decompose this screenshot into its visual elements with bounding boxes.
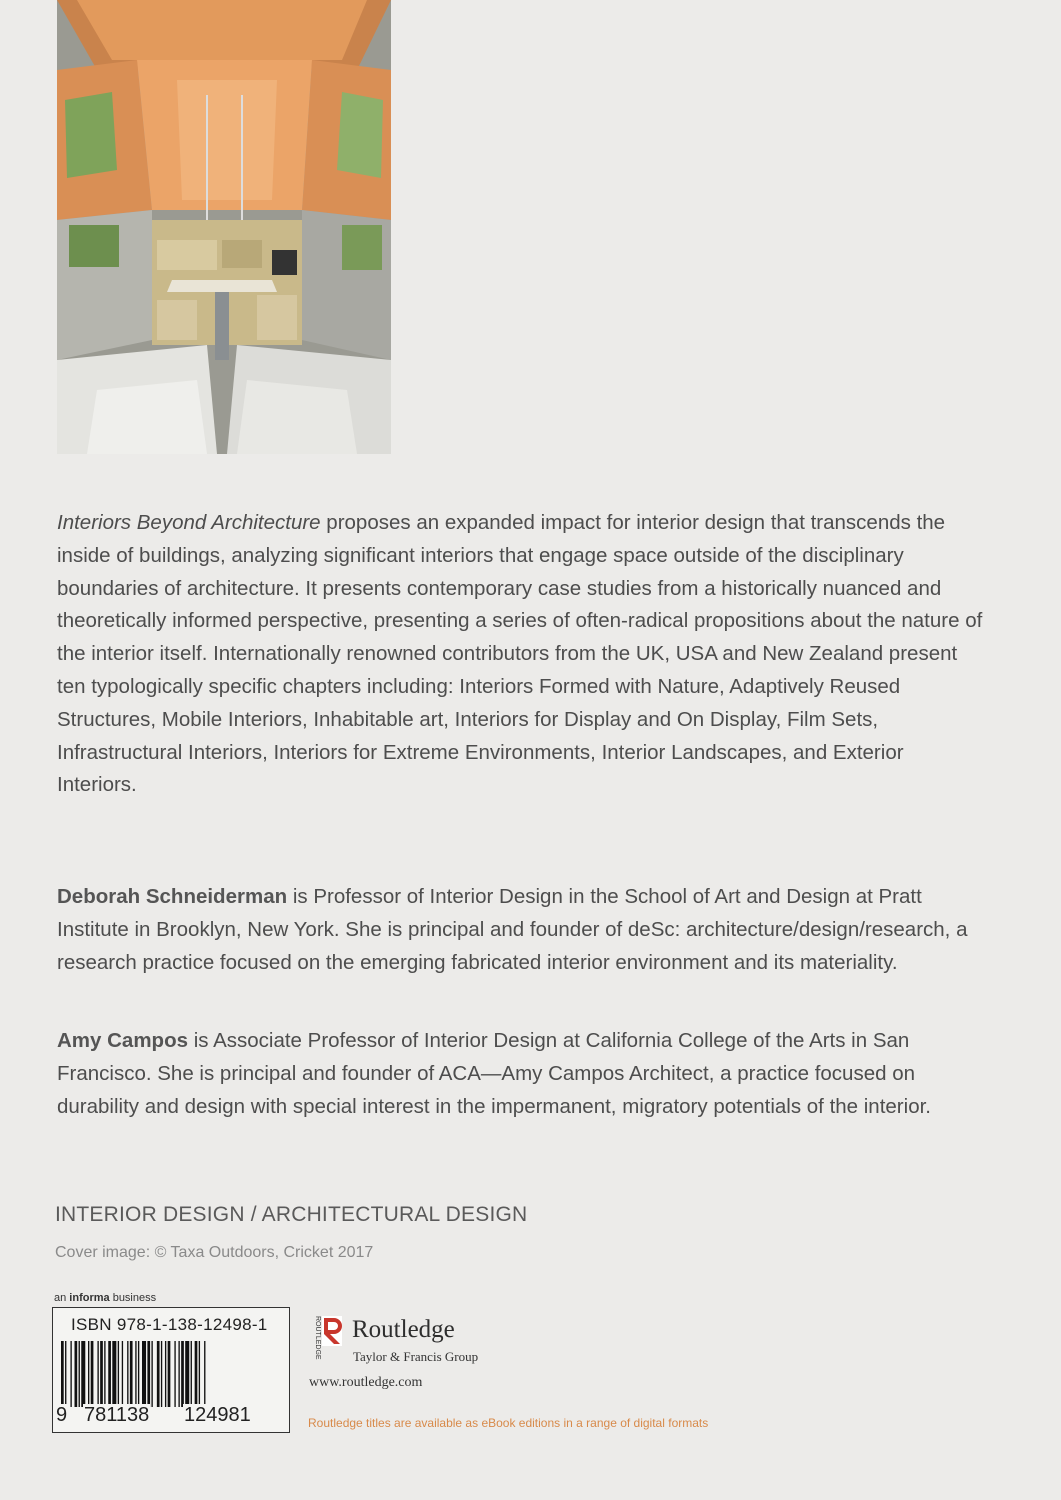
book-title-italic: Interiors Beyond Architecture xyxy=(57,511,321,534)
description-text: proposes an expanded impact for interior design that transcends the inside of buildings, analyzing significant interiors that engage space outside of the disciplinary boundaries of architecture. It presents contemporary case studies from a historically nuanced and theoretically informed perspective, presenting a series of often-radical propositions about the nature of the interior itself. Internationally renowned contributors from the UK, USA and New Zealand present ten typologically specific chapters including: Interiors Formed with Nature, Adaptively Reused Structures, Mobile Interiors, Inhabitable art, Interiors for Display and On Display, Film Sets, Infrastructural Interiors, Interiors for Extreme Environments, Interior Landscapes, and Exterior Interiors. xyxy=(57,511,983,797)
cover-image-credit: Cover image: © Taxa Outdoors, Cricket 2017 xyxy=(55,1244,374,1261)
barcode-icon xyxy=(61,1341,283,1407)
author-bio-1 xyxy=(57,881,987,979)
ebook-note: Routledge titles are available as eBook editions in a range of digital formats xyxy=(308,1416,709,1430)
publisher-name: Routledge xyxy=(352,1316,455,1343)
author-name-2: Amy Campos xyxy=(57,1029,189,1052)
publisher-group: Taylor & Francis Group xyxy=(353,1349,479,1364)
barcode-bars xyxy=(61,1341,283,1407)
subject-category: INTERIOR DESIGN / ARCHITECTURAL DESIGN xyxy=(55,1203,528,1226)
informa-prefix: an xyxy=(54,1292,70,1304)
routledge-logo xyxy=(308,1314,344,1366)
informa-business-line xyxy=(54,1292,156,1304)
informa-suffix: business xyxy=(109,1292,157,1304)
routledge-r-icon xyxy=(308,1314,344,1366)
author-bio-text-2: is Associate Professor of Interior Design at California College of the Arts in San Francisco. She is principal and founder of ACA—Amy Campos Architect, a practice focused on durability and design with special interest in the impermanent, migratory potentials of the interior. xyxy=(57,1029,931,1118)
author-bio-text-1: is Professor of Interior Design in the School of Art and Design at Pratt Institute in Brooklyn, New York. She is principal and founder of deSc: architecture/design/research, a research practice focused on the emerging fabricated interior environment and its materiality. xyxy=(57,885,968,974)
routledge-vertical-text: ROUTLEDGE xyxy=(314,1316,321,1360)
barcode-group-2: 124981 xyxy=(184,1404,251,1426)
isbn-barcode xyxy=(52,1307,290,1433)
publisher-website: www.routledge.com xyxy=(309,1375,423,1390)
isbn-label: ISBN 978-1-138-12498-1 xyxy=(71,1315,268,1334)
author-name-1: Deborah Schneiderman xyxy=(57,885,288,908)
barcode-group-1: 781138 xyxy=(84,1404,150,1426)
barcode-first-digit: 9 xyxy=(56,1404,68,1426)
author-bio-2 xyxy=(57,1025,987,1123)
camper-interior-photo xyxy=(57,0,391,454)
informa-brand: informa xyxy=(69,1292,110,1304)
cover-photo xyxy=(57,0,391,454)
book-description xyxy=(57,507,987,802)
